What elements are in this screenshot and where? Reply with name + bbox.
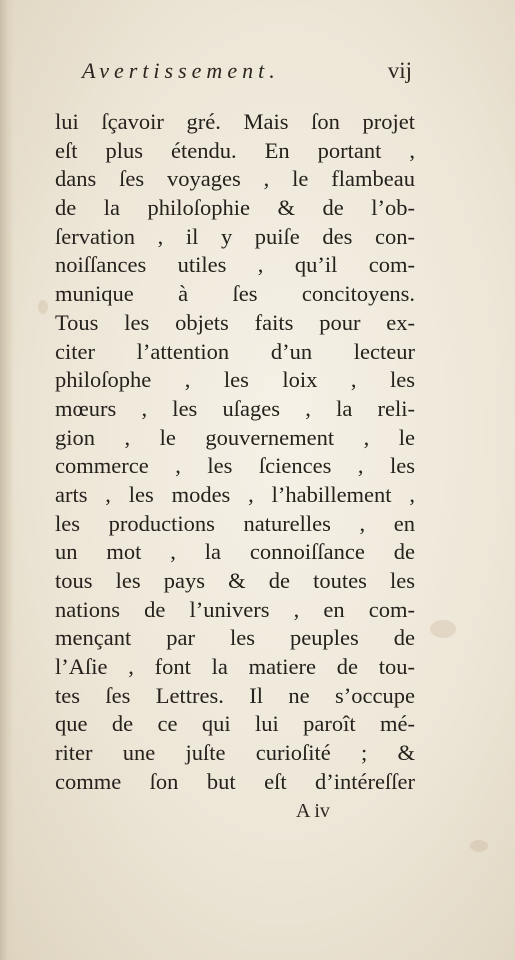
page-number: vij — [387, 58, 412, 83]
text-line: les productions naturelles , en — [55, 510, 415, 536]
text-line: commerce , les ſciences , les — [55, 453, 415, 479]
paper-stain — [470, 840, 488, 852]
text-line: comme ſon but eſt d’intéreſſer — [55, 768, 415, 794]
text-line: noiſſances utiles , qu’il com- — [55, 252, 415, 278]
text-line: l’Aſie , font la matiere de tou- — [55, 654, 415, 680]
text-line: que de ce qui lui paroît mé- — [55, 711, 415, 737]
text-line: lui ſçavoir gré. Mais ſon projet — [55, 109, 415, 134]
text-line: dans ſes voyages , le flambeau — [55, 166, 415, 192]
text-line: philoſophe , les loix , les — [55, 367, 415, 393]
page-gutter — [0, 0, 14, 960]
text-line: ſervation , il y puiſe des con- — [55, 223, 415, 249]
text-line: mençant par les peuples de — [55, 625, 415, 651]
paper-stain — [38, 300, 48, 314]
text-line: gion , le gouvernement , le — [55, 424, 415, 450]
text-line: nations de l’univers , en com- — [55, 596, 415, 622]
page-header — [82, 58, 412, 90]
text-line: citer l’attention d’un lecteur — [55, 338, 415, 364]
body-text — [55, 108, 415, 808]
text-line: mœurs , les uſages , la reli- — [55, 395, 415, 421]
text-line: Tous les objets faits pour ex- — [55, 309, 415, 335]
signature-mark: A iv — [296, 800, 330, 822]
text-line: de la philoſophie & de l’ob- — [55, 195, 415, 221]
text-line: tous les pays & de toutes les — [55, 568, 415, 593]
text-line: un mot , la connoiſſance de — [55, 539, 415, 565]
text-line: arts , les modes , l’habillement , — [55, 481, 415, 507]
running-title: Avertissement. — [82, 58, 280, 83]
paper-stain — [430, 620, 456, 638]
text-line: munique à ſes concitoyens. — [55, 281, 415, 307]
text-line: riter une juſte curioſité ; & — [55, 740, 415, 766]
text-line: tes ſes Lettres. Il ne s’occupe — [55, 682, 415, 708]
text-line: eſt plus étendu. En portant , — [55, 137, 415, 163]
